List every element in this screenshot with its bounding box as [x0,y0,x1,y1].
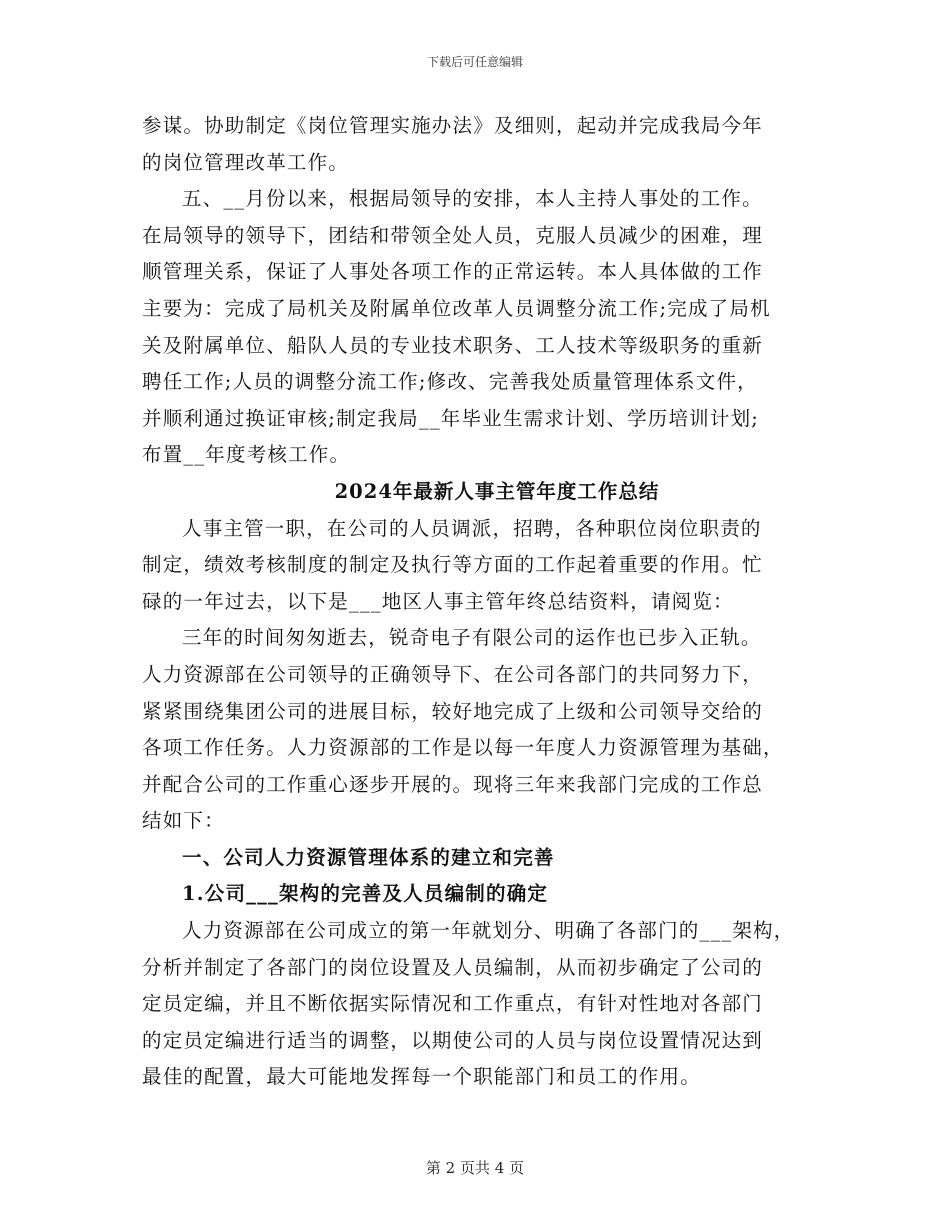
page-header: 下载后可任意编辑 [426,55,523,69]
text-line: 参谋。协助制定《岗位管理实施办法》及细则，起动并完成我局今年 [142,114,764,137]
subsection-heading: 1.公司___架构的完善及人员编制的确定 [182,882,549,906]
text-line: 最佳的配置，最大可能地发挥每一个职能部门和员工的作用。 [142,1065,701,1089]
paragraph-start-line: 五、__月份以来，根据局领导的安排，本人主持人事处的工作。 [182,187,763,211]
paragraph-start-line: 三年的时间匆匆逝去，锐奇电子有限公司的运作也已步入正轨。 [182,626,762,650]
paragraph-start-line: 人力资源部在公司成立的第一年就划分、明确了各部门的___架构， [182,919,795,943]
text-line: 聘任工作;人员的调整分流工作;修改、完善我处质量管理体系文件， [142,370,758,394]
page-footer: 第 2 页共 4 页 [425,1159,525,1177]
text-line: 制定，绩效考核制度的制定及执行等方面的工作起着重要的作用。忙 [142,553,764,577]
text-line: 关及附属单位、船队人员的专业技术职务、工人技术等级职务的重新 [142,333,764,357]
text-line: 的岗位管理改革工作。 [142,150,350,174]
document-body [142,108,832,1096]
text-line: 定员定编，并且不断依据实际情况和工作重点，有针对性地对各部门 [142,992,764,1016]
text-line: 各项工作任务。人力资源部的工作是以每一年度人力资源管理为基础， [142,736,784,760]
text-line: 主要为：完成了局机关及附属单位改革人员调整分流工作;完成了局机 [142,296,771,320]
paragraph-start-line: 人事主管一职，在公司的人员调派，招聘，各种职位岗位职责的 [182,516,762,540]
section-heading: 一、公司人力资源管理体系的建立和完善 [182,845,555,869]
text-line: 分析并制定了各部门的岗位设置及人员编制，从而初步确定了公司的 [142,955,764,979]
text-line: 并配合公司的工作重心逐步开展的。现将三年来我部门完成的工作总 [142,772,764,796]
text-line: 在局领导的领导下，团结和带领全处人员，克服人员减少的困难，理 [142,223,764,247]
text-line: 的定员定编进行适当的调整，以期使公司的人员与岗位设置情况达到 [142,1028,764,1052]
text-line: 顺管理关系，保证了人事处各项工作的正常运转。本人具体做的工作 [142,260,764,284]
text-line: 并顺利通过换证审核;制定我局__年毕业生需求计划、学历培训计划; [142,406,760,430]
document-title: 2024年最新人事主管年度工作总结 [334,479,660,503]
text-line: 布置__年度考核工作。 [142,443,351,467]
text-line: 结如下： [142,809,225,833]
text-line: 紧紧围绕集团公司的进展目标，较好地完成了上级和公司领导交给的 [142,699,764,723]
text-line: 碌的一年过去，以下是___地区人事主管年终总结资料，请阅览： [142,589,734,613]
text-line: 人力资源部在公司领导的正确领导下、在公司各部门的共同努力下， [142,662,764,686]
